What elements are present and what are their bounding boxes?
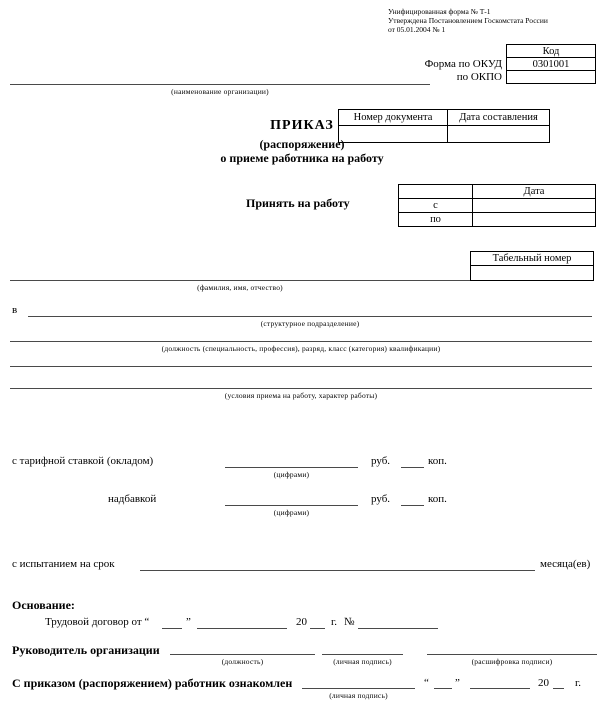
ack-sign-caption: (личная подпись) (329, 691, 388, 700)
form-meta-line1: Унифицированная форма № Т-1 (388, 7, 491, 16)
tab-number-table (470, 251, 594, 281)
head-sign-line[interactable] (322, 654, 403, 655)
ack-year-prefix: 20 (538, 677, 549, 689)
probation-label: с испытанием на срок (12, 558, 115, 570)
tab-number-cell[interactable] (471, 266, 594, 281)
title-subtitle: о приеме работника на работу (220, 151, 384, 165)
okpo-label: по ОКПО (456, 71, 502, 83)
org-name-line[interactable] (10, 84, 430, 85)
bonus-line[interactable] (225, 505, 358, 506)
basis-month-line[interactable] (197, 628, 287, 629)
rate-label: с тарифной ставкой (окладом) (12, 455, 154, 467)
ack-quote-open: “ (424, 677, 429, 689)
okud-value-cell: 0301001 (507, 58, 596, 71)
bonus-digits-caption: (цифрами) (273, 508, 310, 517)
title-rasporyazhenie: (распоряжение) (259, 137, 345, 151)
head-position-caption: (должность) (221, 657, 264, 666)
ack-year-suffix: г. (575, 677, 582, 689)
rate-rub-label: руб. (371, 455, 391, 467)
basis-number-line[interactable] (358, 628, 438, 629)
bonus-kop-line[interactable] (401, 505, 424, 506)
basis-year-suffix: г. (331, 616, 338, 628)
ack-label: С приказом (распоряжением) работник ознакомлен (12, 676, 293, 690)
hire-from-cell[interactable] (473, 199, 596, 213)
ack-quote-close: ” (455, 677, 460, 689)
fio-line[interactable] (10, 280, 470, 281)
basis-quote-close: ” (186, 616, 191, 628)
fio-caption: (фамилия, имя, отчество) (197, 283, 283, 292)
division-line[interactable] (28, 316, 592, 317)
kod-table (506, 44, 596, 84)
basis-day-line[interactable] (162, 628, 182, 629)
form-meta-line3: от 05.01.2004 № 1 (388, 25, 446, 34)
page-title: ПРИКАЗ (270, 118, 334, 133)
basis-number-sign: № (344, 616, 355, 628)
kod-header-cell: Код (507, 45, 596, 58)
okud-label: Форма по ОКУД (424, 58, 502, 70)
hire-date-header: Дата (473, 185, 596, 199)
conditions-line[interactable] (10, 388, 592, 389)
hire-to-label: по (399, 213, 473, 227)
doc-number-table (338, 109, 550, 143)
basis-year-line[interactable] (310, 628, 325, 629)
tab-number-header: Табельный номер (471, 252, 594, 266)
bonus-rub-label: руб. (371, 493, 391, 505)
position-caption: (должность (специальность, профессия), разряд, класс (категория) квалификации) (161, 344, 441, 353)
doc-date-cell[interactable] (448, 126, 550, 143)
rate-kop-label: коп. (428, 455, 447, 467)
bonus-label: надбавкой (108, 493, 157, 505)
position-extra-line[interactable] (10, 366, 592, 367)
hire-from-label: с (399, 199, 473, 213)
conditions-caption: (условия приема на работу, характер работы) (224, 391, 378, 400)
head-label: Руководитель организации (12, 643, 160, 657)
basis-contract-label: Трудовой договор от “ (45, 616, 150, 628)
basis-year-prefix: 20 (296, 616, 307, 628)
head-decrypt-caption: (расшифровка подписи) (471, 657, 553, 666)
hire-label: Принять на работу (246, 196, 350, 210)
probation-line[interactable] (140, 570, 535, 571)
doc-date-header: Дата составления (448, 110, 550, 126)
hire-to-cell[interactable] (473, 213, 596, 227)
okpo-value-cell[interactable] (507, 71, 596, 84)
bonus-kop-label: коп. (428, 493, 447, 505)
position-line[interactable] (10, 341, 592, 342)
division-caption: (структурное подразделение) (260, 319, 360, 328)
rate-digits-caption: (цифрами) (273, 470, 310, 479)
ack-year-line[interactable] (553, 688, 564, 689)
hire-date-table (398, 184, 596, 227)
ack-day-line[interactable] (434, 688, 452, 689)
head-sign-caption: (личная подпись) (333, 657, 392, 666)
probation-suffix: месяца(ев) (540, 558, 591, 570)
division-prefix: в (12, 304, 18, 316)
head-decrypt-line[interactable] (427, 654, 597, 655)
doc-number-cell[interactable] (339, 126, 448, 143)
basis-label: Основание: (12, 598, 75, 612)
rate-kop-line[interactable] (401, 467, 424, 468)
ack-sign-line[interactable] (302, 688, 415, 689)
ack-month-line[interactable] (470, 688, 530, 689)
doc-number-header: Номер документа (339, 110, 448, 126)
hire-date-spacer (399, 185, 473, 199)
rate-line[interactable] (225, 467, 358, 468)
head-position-line[interactable] (170, 654, 315, 655)
org-name-caption: (наименование организации) (171, 87, 269, 96)
form-meta-line2: Утверждена Постановлением Госкомстата России (388, 16, 548, 25)
